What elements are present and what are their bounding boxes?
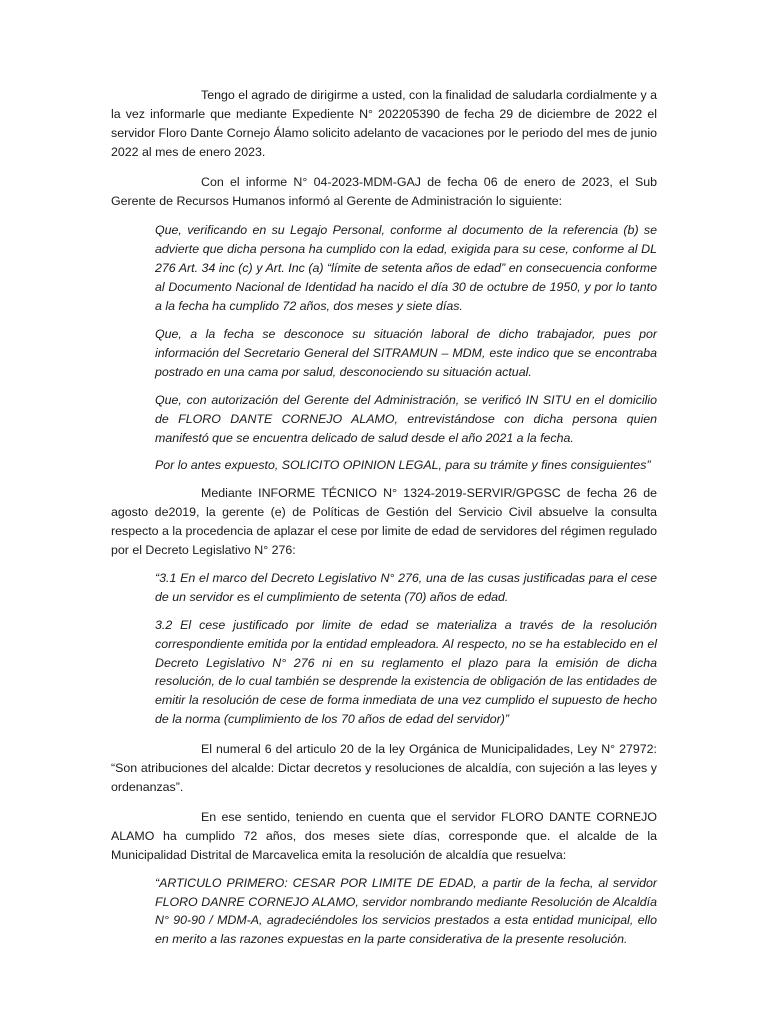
paragraph-en-ese-sentido: En ese sentido, teniendo en cuenta que el servidor FLORO DANTE CORNEJO ALAMO ha cumplido 72 años, dos meses siete días, corresponde que. el alcalde de la Municipalidad Distrital de Marcavelica emita la resolución de alcaldía que resuelva: <box>111 809 657 862</box>
quote-in-situ: Que, con autorización del Gerente del Administración, se verificó IN SITU en el domicilio de FLORO DANTE CORNEJO ALAMO, entrevistándose con dicha persona quien manifestó que se encuentra delicado de salud desde el año 2021 a la fecha. <box>155 392 657 445</box>
paragraph-ley-municipalidades: El numeral 6 del articulo 20 de la ley Orgánica de Municipalidades, Ley N° 27972: “Son atribuciones del alcalde: Dictar decretos y resoluciones de alcaldía, con sujeción a las leyes y ordenanzas”. <box>111 742 657 794</box>
quote-legajo: Que, verificando en su Legajo Personal, conforme al documento de la referencia (b) se advierte que dicha persona ha cumplido con la edad, exigida para su cese, conforme al DL 276 Art. 34 inc (c) y Art. Inc (a) “límite de setenta años de edad” en consecuencia conforme al Documento Nacional de Identidad ha nacido el día 30 de octubre de 1950, y por lo tanto a la fecha ha cumplido 72 años, dos meses y siete días. <box>155 223 657 314</box>
quote-3-2: 3.2 El cese justificado por limite de edad se materializa a través de la resolución correspondiente emitida por la entidad empleadora. Al respecto, no se ha establecido en el Decreto Legislativo N° 276 ni en su reglamento el plazo para la emisión de dicha resolución, de lo cual también se desprende la existencia de obligación de las entidades de emitir la resolución de cese de forma inmediata de una vez cumplido el supuesto de hecho de la norma (cumplimiento de los 70 años de edad del servidor)” <box>155 617 657 727</box>
quote-solicito: Por lo antes expuesto, SOLICITO OPINION LEGAL, para su trámite y fines consiguientes” <box>155 458 651 473</box>
quote-situacion-laboral: Que, a la fecha se desconoce su situación laboral de dicho trabajador, pues por información del Secretario General del SITRAMUN – MDM, este indico que se encontraba postrado en una cama por salud, desconociendo su situación actual. <box>155 326 657 379</box>
document-page <box>111 86 657 949</box>
quote-3-1: “3.1 En el marco del Decreto Legislativo N° 276, una de las cusas justificadas para el cese de un servidor es el cumplimiento de setenta (70) años de edad. <box>155 570 657 604</box>
paragraph-informe: Con el informe N° 04-2023-MDM-GAJ de fecha 06 de enero de 2023, el Sub Gerente de Recursos Humanos informó al Gerente de Administración lo siguiente: <box>111 174 657 208</box>
paragraph-informe-tecnico: Mediante INFORME TÉCNICO N° 1324-2019-SERVIR/GPGSC de fecha 26 de agosto de2019, la gerente (e) de Políticas de Gestión del Servicio Civil absuelve la consulta respecto a la procedencia de aplazar el cese por limite de edad de servidores del régimen regulado por el Decreto Legislativo N° 276: <box>111 486 657 558</box>
quote-articulo-primero: “ARTICULO PRIMERO: CESAR POR LIMITE DE EDAD, a partir de la fecha, al servidor FLORO DANRE CORNEJO ALAMO, servidor nombrando mediante Resolución de Alcaldía N° 90-90 / MDM-A, agradeciéndoles los servicios prestados a esta entidad municipal, ello en merito a las razones expuestas en la parte considerativa de la presente resolución. <box>155 875 657 947</box>
paragraph-expediente: Tengo el agrado de dirigirme a usted, con la finalidad de saludarla cordialmente y a la vez informarle que mediante Expediente N° 202205390 de fecha 29 de diciembre de 2022 el servidor Floro Dante Cornejo Álamo solicito adelanto de vacaciones por le periodo del mes de junio 2022 al mes de enero 2023. <box>111 88 657 159</box>
